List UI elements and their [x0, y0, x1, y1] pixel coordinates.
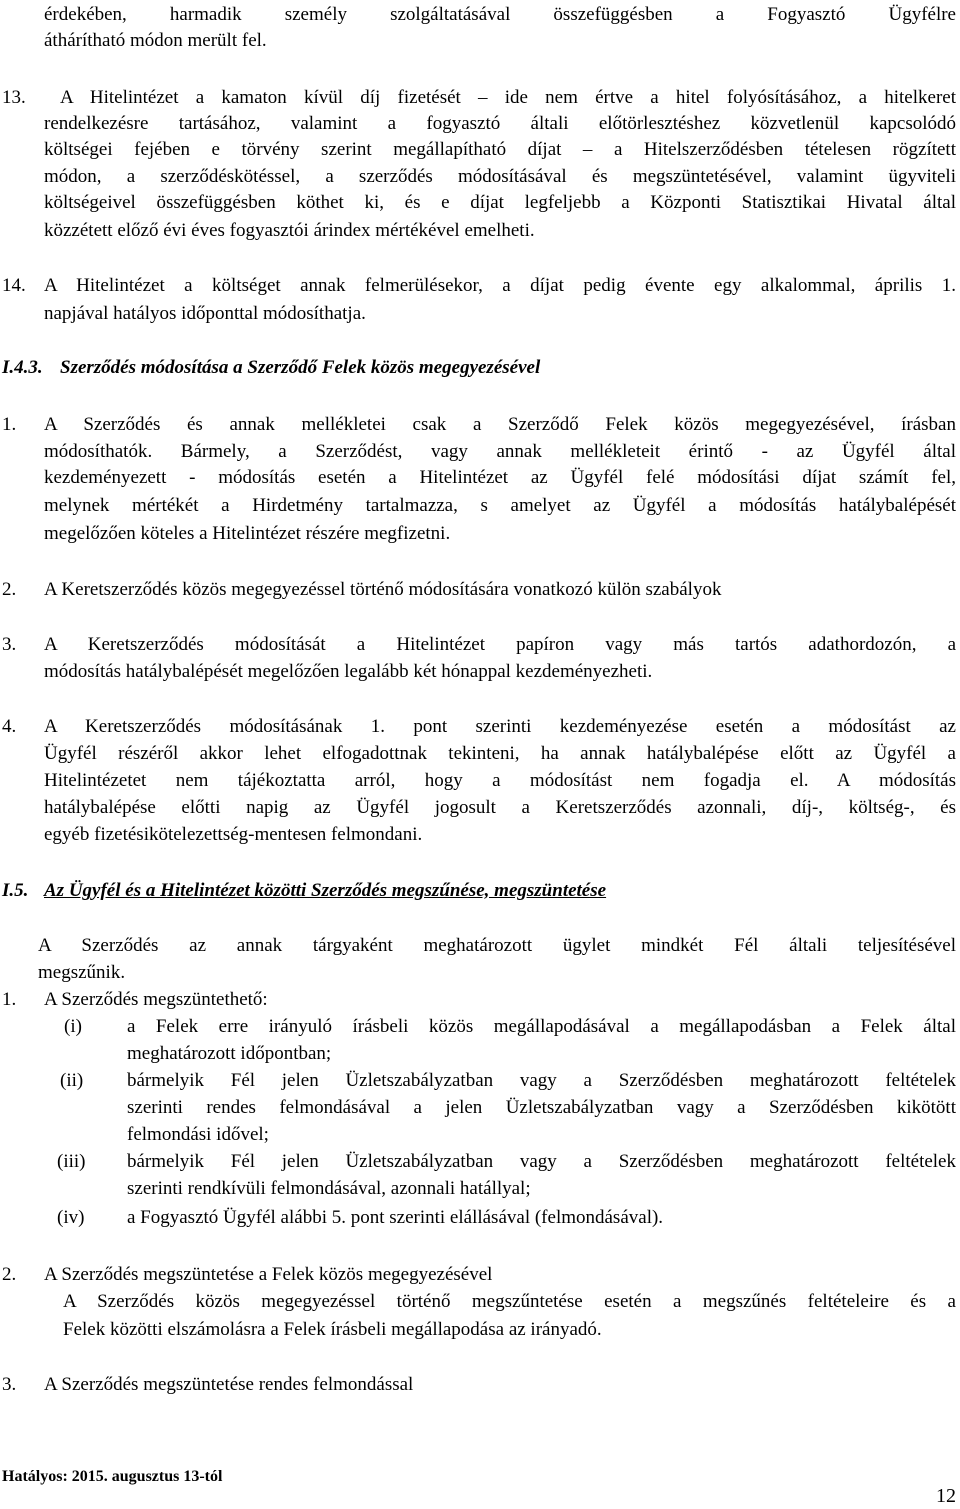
sublist-line: bármelyik Fél jelen Üzletszabályzatban vagy a Szerződésben meghatározott feltételek: [127, 1070, 956, 1091]
paragraph-line: A Szerződés és annak mellékletei csak a Szerződő Felek közös megegyezésével, írásban: [44, 414, 956, 435]
list-number: 3.: [2, 1374, 17, 1395]
paragraph-line: A Keretszerződés közös megegyezéssel történő módosítására vonatkozó külön szabályok: [44, 579, 722, 600]
footer-effective-date: Hatályos: 2015. augusztus 13-tól: [2, 1468, 223, 1485]
paragraph-line: rendelkezésre tartásához, valamint a fogyasztó általi előtörlesztéshez közvetlenül kapcsolódó: [44, 113, 956, 134]
paragraph-line: megelőzően köteles a Hitelintézet részére megfizetni.: [44, 523, 451, 544]
paragraph-line: napjával hatályos időponttal módosíthatja.: [44, 303, 366, 324]
paragraph-line: Ügyfél részéről akkor lehet elfogadottnak tekinteni, ha annak hatálybalépése előtt az Ügyfél a: [44, 743, 956, 764]
list-number: 1.: [2, 989, 17, 1010]
section-title: Szerződés módosítása a Szerződő Felek közös megegyezésével: [60, 357, 541, 378]
paragraph-line: A Keretszerződés módosításának 1. pont szerinti kezdeményezése esetén a módosítást az: [44, 716, 956, 737]
list-number: 2.: [2, 579, 17, 600]
paragraph-line: áthárítható módon merült fel.: [44, 30, 267, 51]
paragraph-line: A Szerződés megszüntetése a Felek közös megegyezésével: [44, 1264, 493, 1285]
paragraph-line: A Szerződés megszüntethető:: [44, 989, 268, 1010]
paragraph-line: kezdeményezett - módosítás esetén a Hitelintézet az Ügyfél felé módosítási díjat számít fel,: [44, 467, 956, 488]
section-number: I.4.3.: [2, 357, 43, 378]
paragraph-number: 14.: [2, 275, 26, 296]
paragraph-line: egyéb fizetésikötelezettség-mentesen felmondani.: [44, 824, 423, 845]
paragraph-line: Hitelintézetet nem tájékoztatta arról, hogy a módosítást nem fogadja el. A módosítás: [44, 770, 956, 791]
paragraph-line: Felek közötti elszámolásra a Felek írásbeli megállapodása az irányadó.: [63, 1319, 602, 1340]
sublist-line: szerinti rendkívüli felmondásával, azonnali hatállyal;: [127, 1178, 531, 1199]
paragraph-line: A Szerződés közös megegyezéssel történő megszűntetése esetén a megszűnés feltételeire és a: [63, 1291, 956, 1312]
sublist-line: a Fogyasztó Ügyfél alábbi 5. pont szerinti elállásával (felmondásával).: [127, 1207, 664, 1228]
paragraph-line: költségei fejében e törvény szerint megállapítható díjat – a Hitelszerződésben tételesen rögzített: [44, 139, 956, 160]
paragraph-line: hatálybalépése előtti napig az Ügyfél jogosult a Keretszerződés azonnali, díj-, költség-, és: [44, 797, 956, 818]
sublist-line: a Felek erre irányuló írásbeli közös megállapodásával a megállapodásban a Felek által: [127, 1016, 956, 1037]
paragraph-line: A Szerződés az annak tárgyaként meghatározott ügylet mindkét Fél általi teljesítésével: [38, 935, 956, 956]
paragraph-line: melynek mértékét a Hirdetmény tartalmazza, s amelyet az Ügyfél a módosítás hatálybalépését: [44, 495, 956, 516]
sublist-line: szerinti rendes felmondásával a jelen Üzletszabályzatban vagy a Szerződésben kikötött: [127, 1097, 956, 1118]
section-number: I.5.: [2, 880, 29, 901]
sublist-label: (iv): [57, 1207, 85, 1228]
paragraph-line: közzétett előző évi éves fogyasztói árindex mértékével emelheti.: [44, 220, 535, 241]
list-number: 4.: [2, 716, 17, 737]
paragraph-line: A Hitelintézet a kamaton kívül díj fizetését – ide nem értve a hitel folyósításához, a hitelkeret: [60, 87, 956, 108]
list-number: 2.: [2, 1264, 17, 1285]
sublist-label: (ii): [60, 1070, 84, 1091]
list-number: 1.: [2, 414, 17, 435]
paragraph-line: költségeivel összefüggésben köthet ki, és e díjat legfeljebb a Központi Statisztikai Hivatal által: [44, 192, 956, 213]
paragraph-line: módon, a szerződéskötéssel, a szerződés módosításával és megszüntetésével, valamint ügyviteli: [44, 166, 956, 187]
list-number: 3.: [2, 634, 17, 655]
sublist-line: felmondási idővel;: [127, 1124, 269, 1145]
paragraph-line: A Hitelintézet a költséget annak felmerülésekor, a díjat pedig évente egy alkalommal, április 1.: [44, 275, 956, 296]
paragraph-line: módosíthatók. Bármely, a Szerződést, vagy annak mellékleteit érintő - az Ügyfél által: [44, 441, 956, 462]
sublist-line: meghatározott időpontban;: [127, 1043, 332, 1064]
paragraph-line: érdekében, harmadik személy szolgáltatásával összefüggésben a Fogyasztó Ügyfélre: [44, 4, 956, 25]
sublist-label: (i): [64, 1016, 82, 1037]
paragraph-line: A Keretszerződés módosítását a Hitelintézet papíron vagy más tartós adathordozón, a: [44, 634, 956, 655]
paragraph-line: A Szerződés megszüntetése rendes felmondással: [44, 1374, 414, 1395]
section-title: Az Ügyfél és a Hitelintézet közötti Szerződés megszűnése, megszüntetése: [44, 880, 607, 901]
paragraph-line: módosítás hatálybalépését megelőzően legalább két hónappal kezdeményezheti.: [44, 661, 653, 682]
sublist-line: bármelyik Fél jelen Üzletszabályzatban vagy a Szerződésben meghatározott feltételek: [127, 1151, 956, 1172]
paragraph-line: megszűnik.: [38, 962, 126, 983]
page-number: 12: [936, 1485, 956, 1507]
sublist-label: (iii): [57, 1151, 86, 1172]
paragraph-number: 13.: [2, 87, 26, 108]
